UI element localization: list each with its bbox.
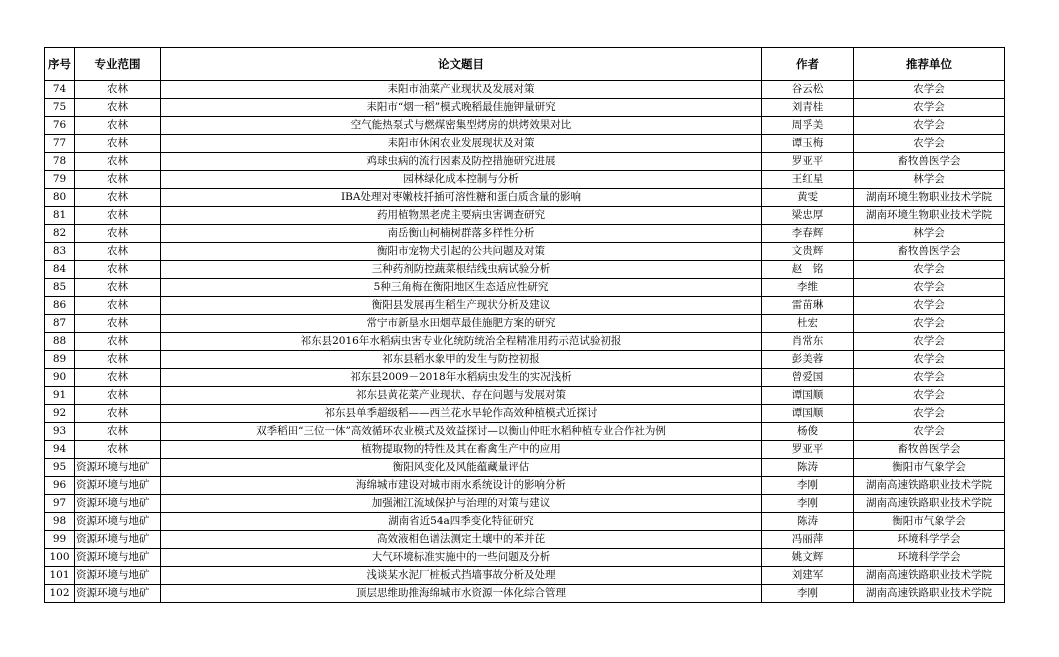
table-row (45, 315, 1005, 333)
cell-index: 74 (45, 81, 75, 99)
cell-unit: 衡阳市气象学会 (854, 459, 1005, 477)
cell-author: 赵 铭 (762, 261, 854, 279)
cell-title: 耒阳市油菜产业现状及发展对策 (161, 81, 762, 99)
cell-title: 祁东县单季超级稻——西兰花水旱轮作高效种植模式近探讨 (161, 405, 762, 423)
cell-field: 资源环境与地矿 (75, 549, 161, 567)
cell-unit: 湖南高速铁路职业技术学院 (854, 567, 1005, 585)
cell-title: 祁东县2016年水稻病虫害专业化统防统治全程精准用药示范试验初报 (161, 333, 762, 351)
cell-unit: 畜牧兽医学会 (854, 153, 1005, 171)
cell-unit: 环境科学学会 (854, 531, 1005, 549)
cell-field: 农林 (75, 315, 161, 333)
cell-unit: 农学会 (854, 333, 1005, 351)
cell-author: 杨俊 (762, 423, 854, 441)
cell-index: 97 (45, 495, 75, 513)
cell-title: 药用植物黑老虎主要病虫害调查研究 (161, 207, 762, 225)
cell-field: 农林 (75, 207, 161, 225)
cell-title: 衡阳市宠物犬引起的公共问题及对策 (161, 243, 762, 261)
table-row (45, 387, 1005, 405)
cell-field: 农林 (75, 171, 161, 189)
cell-unit: 农学会 (854, 387, 1005, 405)
cell-author: 陈涛 (762, 459, 854, 477)
cell-unit: 农学会 (854, 135, 1005, 153)
table-row (45, 189, 1005, 207)
header-title: 论文题目 (161, 48, 762, 81)
cell-title: 衡阳风变化及风能蕴藏量评估 (161, 459, 762, 477)
cell-index: 81 (45, 207, 75, 225)
cell-unit: 环境科学学会 (854, 549, 1005, 567)
cell-field: 农林 (75, 261, 161, 279)
cell-title: 祁东县黄花菜产业现状、存在问题与发展对策 (161, 387, 762, 405)
cell-author: 周孚美 (762, 117, 854, 135)
cell-index: 91 (45, 387, 75, 405)
cell-index: 102 (45, 585, 75, 603)
cell-index: 87 (45, 315, 75, 333)
cell-author: 罗亚平 (762, 441, 854, 459)
cell-index: 76 (45, 117, 75, 135)
table-row (45, 549, 1005, 567)
table-row (45, 351, 1005, 369)
cell-index: 88 (45, 333, 75, 351)
cell-index: 94 (45, 441, 75, 459)
cell-author: 李维 (762, 279, 854, 297)
table-body (45, 81, 1005, 603)
cell-title: 空气能热泵式与燃煤密集型烤房的烘烤效果对比 (161, 117, 762, 135)
cell-author: 李刚 (762, 477, 854, 495)
cell-index: 80 (45, 189, 75, 207)
cell-title: 双季稻田“三位一体”高效循环农业模式及效益探讨—以衡山仲旺水稻种植专业合作社为例 (161, 423, 762, 441)
cell-field: 资源环境与地矿 (75, 459, 161, 477)
cell-index: 93 (45, 423, 75, 441)
table-row (45, 261, 1005, 279)
header-field: 专业范围 (75, 48, 161, 81)
cell-index: 84 (45, 261, 75, 279)
cell-unit: 畜牧兽医学会 (854, 243, 1005, 261)
cell-author: 肖常东 (762, 333, 854, 351)
table-row (45, 171, 1005, 189)
cell-title: 湖南省近54a四季变化特征研究 (161, 513, 762, 531)
table-row (45, 369, 1005, 387)
cell-author: 李春辉 (762, 225, 854, 243)
cell-unit: 农学会 (854, 81, 1005, 99)
cell-field: 农林 (75, 135, 161, 153)
cell-author: 王红星 (762, 171, 854, 189)
table-row (45, 531, 1005, 549)
cell-unit: 畜牧兽医学会 (854, 441, 1005, 459)
cell-title: 5种三角梅在衡阳地区生态适应性研究 (161, 279, 762, 297)
cell-field: 农林 (75, 279, 161, 297)
cell-unit: 衡阳市气象学会 (854, 513, 1005, 531)
cell-unit: 农学会 (854, 99, 1005, 117)
table-row (45, 243, 1005, 261)
cell-author: 文贵辉 (762, 243, 854, 261)
cell-unit: 农学会 (854, 297, 1005, 315)
cell-index: 96 (45, 477, 75, 495)
cell-index: 86 (45, 297, 75, 315)
table-row (45, 153, 1005, 171)
cell-index: 99 (45, 531, 75, 549)
cell-author: 曾爱国 (762, 369, 854, 387)
cell-field: 资源环境与地矿 (75, 477, 161, 495)
cell-field: 资源环境与地矿 (75, 513, 161, 531)
cell-index: 82 (45, 225, 75, 243)
header-row (45, 48, 1005, 81)
cell-field: 农林 (75, 333, 161, 351)
cell-field: 农林 (75, 243, 161, 261)
table-row (45, 585, 1005, 603)
cell-unit: 农学会 (854, 351, 1005, 369)
cell-author: 李刚 (762, 585, 854, 603)
cell-field: 资源环境与地矿 (75, 585, 161, 603)
cell-author: 谭国顺 (762, 405, 854, 423)
cell-unit: 农学会 (854, 117, 1005, 135)
cell-field: 农林 (75, 423, 161, 441)
cell-author: 刘建军 (762, 567, 854, 585)
cell-author: 谭国顺 (762, 387, 854, 405)
cell-title: 园林绿化成本控制与分析 (161, 171, 762, 189)
table-row (45, 513, 1005, 531)
cell-field: 农林 (75, 441, 161, 459)
cell-index: 79 (45, 171, 75, 189)
table-row (45, 459, 1005, 477)
cell-author: 刘青桂 (762, 99, 854, 117)
cell-author: 谷云松 (762, 81, 854, 99)
cell-title: 大气环境标准实施中的一些问题及分析 (161, 549, 762, 567)
cell-field: 农林 (75, 81, 161, 99)
cell-field: 农林 (75, 117, 161, 135)
cell-index: 89 (45, 351, 75, 369)
cell-title: 顶层思维助推海绵城市水资源一体化综合管理 (161, 585, 762, 603)
cell-index: 101 (45, 567, 75, 585)
table-row (45, 405, 1005, 423)
cell-field: 农林 (75, 99, 161, 117)
table-row (45, 297, 1005, 315)
cell-author: 陈涛 (762, 513, 854, 531)
cell-unit: 农学会 (854, 405, 1005, 423)
cell-author: 姚文辉 (762, 549, 854, 567)
table-row (45, 279, 1005, 297)
cell-field: 资源环境与地矿 (75, 531, 161, 549)
cell-title: 祁东县稻水象甲的发生与防控初报 (161, 351, 762, 369)
cell-title: 祁东县2009－2018年水稻病虫发生的实况浅析 (161, 369, 762, 387)
table-row (45, 135, 1005, 153)
table-row (45, 117, 1005, 135)
header-unit: 推荐单位 (854, 48, 1005, 81)
cell-field: 农林 (75, 225, 161, 243)
table-row (45, 423, 1005, 441)
cell-unit: 农学会 (854, 369, 1005, 387)
cell-title: 南岳衡山柯楠树群落多样性分析 (161, 225, 762, 243)
table-row (45, 81, 1005, 99)
table-header (45, 48, 1005, 81)
cell-author: 谭玉梅 (762, 135, 854, 153)
cell-unit: 林学会 (854, 225, 1005, 243)
cell-unit: 农学会 (854, 261, 1005, 279)
table-row (45, 495, 1005, 513)
cell-field: 农林 (75, 369, 161, 387)
cell-title: 海绵城市建设对城市雨水系统设计的影响分析 (161, 477, 762, 495)
cell-field: 农林 (75, 297, 161, 315)
cell-field: 农林 (75, 405, 161, 423)
table-row (45, 477, 1005, 495)
header-author: 作者 (762, 48, 854, 81)
cell-author: 李刚 (762, 495, 854, 513)
table-row (45, 225, 1005, 243)
cell-author: 雷苗琳 (762, 297, 854, 315)
cell-field: 资源环境与地矿 (75, 495, 161, 513)
table-row (45, 567, 1005, 585)
cell-title: 鸡球虫病的流行因素及防控措施研究进展 (161, 153, 762, 171)
cell-title: IBA处理对枣嫩枝扦插可溶性糖和蛋白质含量的影响 (161, 189, 762, 207)
cell-title: 浅谈某水泥厂桩板式挡墙事故分析及处理 (161, 567, 762, 585)
cell-index: 90 (45, 369, 75, 387)
cell-field: 农林 (75, 387, 161, 405)
cell-unit: 湖南环境生物职业技术学院 (854, 207, 1005, 225)
cell-unit: 湖南环境生物职业技术学院 (854, 189, 1005, 207)
cell-unit: 湖南高速铁路职业技术学院 (854, 495, 1005, 513)
cell-title: 常宁市新垦水田烟草最佳施肥方案的研究 (161, 315, 762, 333)
cell-index: 92 (45, 405, 75, 423)
cell-author: 罗亚平 (762, 153, 854, 171)
cell-field: 资源环境与地矿 (75, 567, 161, 585)
cell-index: 75 (45, 99, 75, 117)
cell-field: 农林 (75, 153, 161, 171)
cell-unit: 湖南高速铁路职业技术学院 (854, 477, 1005, 495)
table-row (45, 333, 1005, 351)
cell-title: 三种药剂防控蔬菜根结线虫病试验分析 (161, 261, 762, 279)
cell-title: 耒阳市休闲农业发展现状及对策 (161, 135, 762, 153)
cell-index: 77 (45, 135, 75, 153)
cell-index: 98 (45, 513, 75, 531)
cell-title: 高效液相色谱法测定土壤中的苯并芘 (161, 531, 762, 549)
cell-author: 杜宏 (762, 315, 854, 333)
cell-index: 78 (45, 153, 75, 171)
cell-author: 冯丽萍 (762, 531, 854, 549)
cell-unit: 农学会 (854, 423, 1005, 441)
cell-title: 植物提取物的特性及其在畜禽生产中的应用 (161, 441, 762, 459)
table-row (45, 441, 1005, 459)
cell-title: 加强湘江流域保护与治理的对策与建议 (161, 495, 762, 513)
cell-unit: 农学会 (854, 315, 1005, 333)
cell-author: 黄雯 (762, 189, 854, 207)
table-row (45, 207, 1005, 225)
cell-index: 100 (45, 549, 75, 567)
cell-index: 85 (45, 279, 75, 297)
cell-title: 耒阳市“烟一稻”模式晚稻最佳施钾量研究 (161, 99, 762, 117)
header-index: 序号 (45, 48, 75, 81)
cell-author: 彭美蓉 (762, 351, 854, 369)
cell-title: 衡阳县发展再生稻生产现状分析及建议 (161, 297, 762, 315)
cell-field: 农林 (75, 351, 161, 369)
cell-field: 农林 (75, 189, 161, 207)
cell-unit: 湖南高速铁路职业技术学院 (854, 585, 1005, 603)
cell-index: 95 (45, 459, 75, 477)
table-row (45, 99, 1005, 117)
cell-index: 83 (45, 243, 75, 261)
cell-author: 梁忠厚 (762, 207, 854, 225)
cell-unit: 农学会 (854, 279, 1005, 297)
paper-list-table (44, 47, 1005, 603)
cell-unit: 林学会 (854, 171, 1005, 189)
